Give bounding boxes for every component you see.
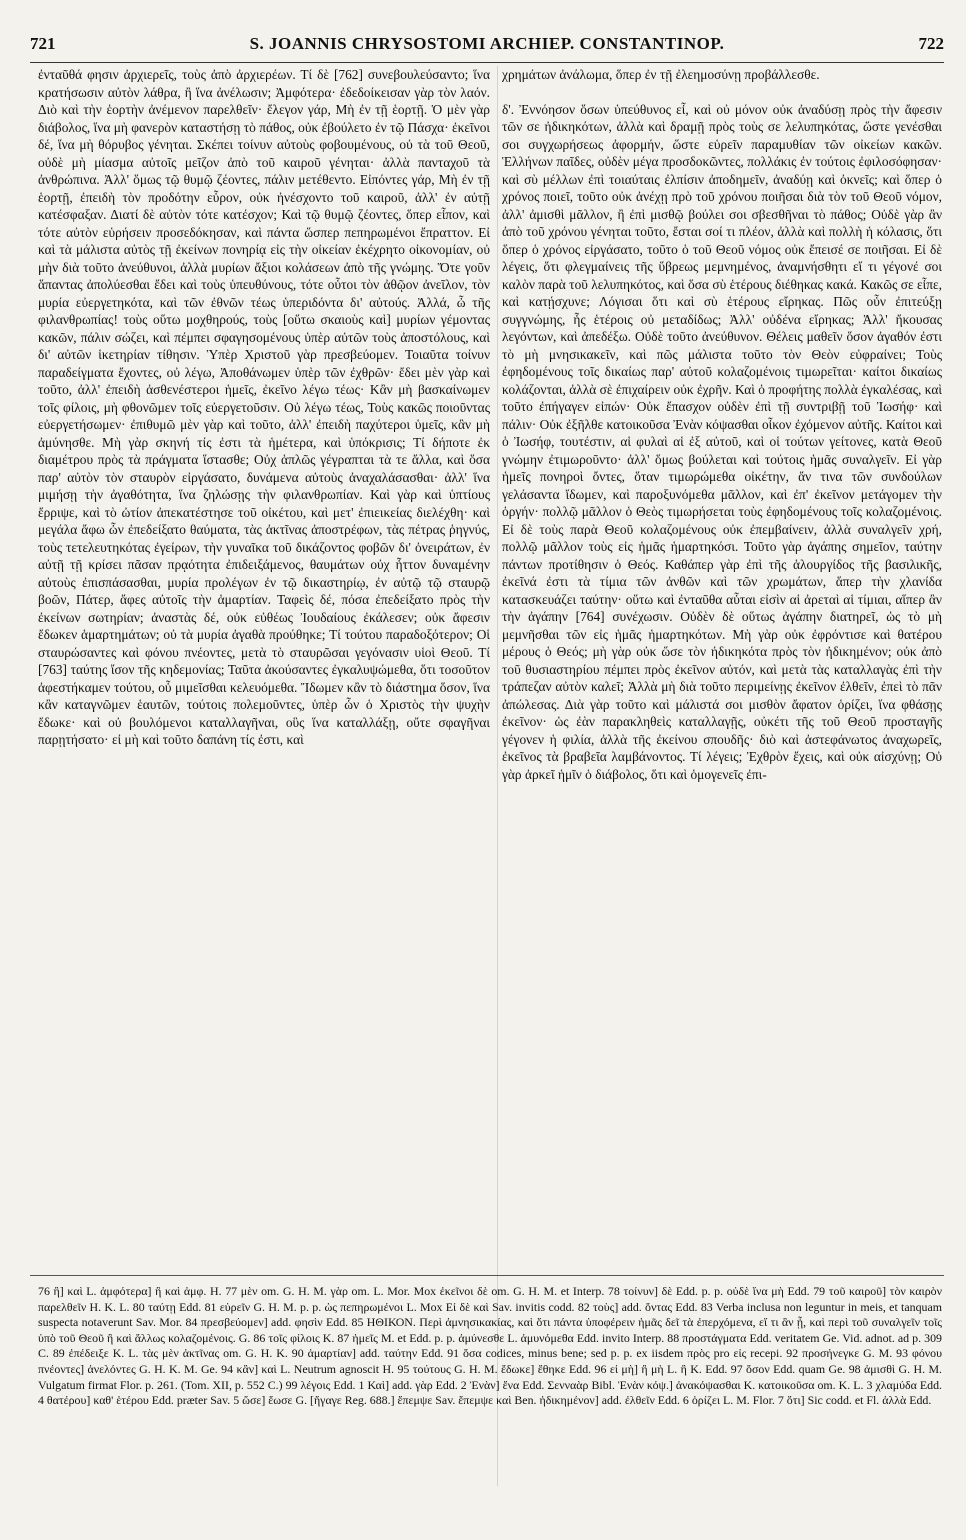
page-number-right: 722 [918, 34, 944, 53]
page-number-left: 721 [30, 34, 56, 53]
right-paragraph-continuation: χρημάτων ἀνάλωμα, ὅπερ ἐν τῇ ἐλεημοσύνῃ προβάλλεσθε. [502, 67, 820, 82]
running-title: S. JOANNIS CHRYSOSTOMI ARCHIEP. CONSTANTINOP. [249, 34, 725, 53]
paragraph-gap [502, 84, 942, 101]
left-paragraph: ἐνταῦθά φησιν ἀρχιερεῖς, τοὺς ἀπὸ ἀρχιερέων. Τί δὲ [762] συνεβουλεύσαντο; ἵνα κρατήσωσιν αὐτὸν λάθρα, ἢ ἵνα ἀνέλωσιν; Ἀμφότερα· ἐδεδοίκεισαν γὰρ τὸν λαόν. Διὸ καὶ τὴν ἑορτὴν ἀνέμενον παρελθεῖν· ἔλεγον γάρ, Μὴ ἐν τῇ ἑορτῇ. Ὁ μὲν γὰρ διάβολος, ἵνα μὴ φανερὸν καταστήσῃ τὸ πάθος, οὐκ ἐβούλετο ἐν τῷ Πάσχα· ἐκεῖνοι δέ, ἵνα μὴ θόρυβος γένηται. Σκέπει τοίνυν αὐτοὺς φοβουμένους, οὐ τὰ τοῦ Θεοῦ, οὐδὲ μὴ μίασμα αὐτοῖς μεῖζον ἀπὸ τοῦ καιροῦ γένηται· ἀλλὰ πανταχοῦ τὰ ἀνθρώπινα. Ἀλλ' ὅμως τῷ θυμῷ ζέοντες, πάλιν μετέθεντο. Εἰπόντες γάρ, Μὴ ἐν τῇ ἑορτῇ, ἐπειδὴ τὸν προδότην εὗρον, οὐκ ἠνέσχοντο τοῦ καιροῦ, ἀλλ' ἐν αὐτῇ κατέσφαξαν. Διατί δὲ αὐτὸν τότε κατέσχον; Καὶ τῷ θυμῷ ζέοντες, ὅπερ εἶπον, καὶ τότε αὐτὸν εὑρήσειν προσεδόκησαν, καὶ πάντα ὥσπερ πεπηρωμένοι ἔπραττον. Εἰ καὶ τὰ μάλιστα αὐτὸς τῇ ἐκείνων πονηρίᾳ εἰς τὴν οἰκείαν ἐκέχρητο οἰκονομίαν, οὐ μὴν διὰ τοῦτο ἀνεύθυνοι, ἀλλὰ μυρίων ἄξιοι κολάσεων ἀπὸ τῆς γνώμης. Ὅτε γοῦν ἅπαντας ἀπολύεσθαι ἔδει καὶ τοὺς ὑπευθύνους, τότε οὗτοι τὸν ἀθῷον ἀνεῖλον, τὸν μυρία εὐεργετηκότα, καὶ τῶν ἐθνῶν τέως ὑπεριδόντα δι' αὐτούς. Ἀλλά, ὦ τῆς φιλανθρωπίας! τοὺς οὕτω μοχθηρούς, τοὺς [οὕτω σκαιοὺς καὶ] μυρίων γέμοντας κακῶν, πάλιν σώζει, καὶ πέμπει σφαγησομένους ὑπὲρ αὐτῶν τοὺς ἀποστόλους, καὶ δι' αὐτῶν ἱκετηρίαν τίθησιν. Ὑπὲρ Χριστοῦ γὰρ πρεσβεύομεν. Τοιαῦτα τοίνυν παραδείγματα ἔχοντες, οὐ λέγω, Ἀποθάνωμεν ὑπὲρ τῶν ἐχθρῶν· ἔδει μὲν γὰρ καὶ τοῦτο, ἀλλ' ἐπειδὴ ἀσθενέστεροι ἡμεῖς, ἐκεῖνο λέγω τέως· Κἂν μὴ βασκαίνωμεν τοῖς φίλοις, μὴ φθονῶμεν τοῖς εὐεργετοῦσιν. Οὐ λέγω τέως, Τοὺς κακῶς ποιοῦντας εὐεργετήσωμεν· ἐπιθυμῶ μὲν γὰρ καὶ τοῦτο, ἀλλ' ἐπειδὴ παχύτεροι ὑμεῖς, κἂν μὴ ἀμύνησθε. Μὴ γὰρ σκηνή τίς ἐστι τὰ ἡμέτερα, καὶ ὑπόκρισις; Τί δήποτε ἐκ διαμέτρου πρὸς τὰ πράγματα ἵστασθε; Οὐχ ἁπλῶς γέγραπται τὰ τε ἄλλα, καὶ ὅσα παρ' αὐτὸν τὸν σταυρὸν εἰργάσατο, δυνάμενα αὐτοὺς ἀναχαλάσασθαι· ἀλλ' ἵνα μιμήσῃ τὴν ἀγαθότητα, ἵνα ζηλώσῃς τὴν φιλανθρωπίαν. Καὶ γὰρ καὶ ὑπτίους ἔρριψε, καὶ τὸ ὠτίον ἀπεκατέστησε τοῦ οἰκέτου, καὶ μετ' ἐπιεικείας διελέχθη· καὶ μεγάλα ἄφω ὧν ἐπεδείξατο θαύματα, τὰς ἀκτῖνας ἀποστρέφων, τὰς πέτρας ῥηγνύς, τοὺς τετελευτηκότας ἐγείρων, τὴν γυναῖκα τοῦ δικάζοντος φοβῶν δι' ὀνειράτων, ἐν αὐτῇ τῇ κρίσει πᾶσαν πρᾳότητα ἐπιδειξάμενος, θαυμάτων οὐχ ἧττον δυναμένην αὐτοὺς ἐπισπάσασθαι, μυρία προλέγων ἐν τῷ δικαστηρίῳ, ἐν αὐτῷ τῷ σταυρῷ βοῶν, Πάτερ, ἄφες αὐτοῖς τὴν ἁμαρτίαν. Ταφεὶς δέ, πόσα ἐπεδείξατο πρὸς τὴν ἐκείνων σωτηρίαν; ἀναστὰς δέ, οὐκ εὐθέως Ἰουδαίους ἐκάλεσεν; οὐκ ἄφεσιν ἔδωκεν ἁμαρτημάτων; οὐ τὰ μυρία ἀγαθὰ προύθηκε; Τί τούτου παραδοξότερον; Οἱ σταυρώσαντες καὶ φόνου πνέοντες, μετὰ τὸ σταυρῶσαι γεγόνασιν υἱοὶ Θεοῦ. Τί [763] ταύτης ἴσον τῆς κηδεμονίας; Ταῦτα ἀκούσαντες ἐγκαλυψώμεθα, ὅτι τοσοῦτον ἀφεστήκαμεν τούτου, οὗ μιμεῖσθαι κελευόμεθα. Ἴδωμεν κἂν τὸ διάστημα ὅσον, ἵνα κἂν καταγνῶμεν ἑαυτῶν, τούτοις πολεμοῦντες, ὑπὲρ ὧν ὁ Χριστὸς τὴν ψυχὴν ἔδωκε· καὶ οὐ βουλόμενοι καταλλαγῆναι, οὓς ἵνα καταλλάξῃ, οὔτε σφαγῆναι παρῃτήσατο· εἰ μὴ καὶ τοῦτο δαπάνη τίς ἐστι, καὶ [38, 67, 490, 747]
column-divider [497, 66, 498, 1486]
footnote-text: 76 ἢ] καὶ L. ἀμφότερα] ἢ καὶ ἀμφ. H. 77 μὲν om. G. H. M. γὰρ om. L. Mor. Mox ἐκεῖνοι δὲ om. G. H. M. et Interp. 78 τοίνυν] δὲ Edd. p. p. οὐδὲ ἵνα μὴ Edd. 79 τοῦ καιροῦ] τὸν καιρὸν παρελθεῖν H. K. L. 80 ταύτῃ Edd. 81 εὑρεῖν G. H. M. p. p. ὡς πεπηρωμένοι L. Mox Εἰ δὲ καὶ Sav. invitis codd. 82 τοὺς] add. ὄντας Edd. 83 Verba inclusa non leguntur in meis, et tanquam suspecta notaverunt Sav. Mor. 84 πρεσβεύομεν] add. φησὶν Edd. 85 ΗΘΙΚΟΝ. Περὶ ἀμνησικακίας, καὶ ὅτι πάντα ὑποφέρειν ἡμᾶς δεῖ τὰ ἐπερχόμενα, εἴ τι ἂν ᾖ, καὶ περὶ τοῦ συναλγεῖν τοῖς ὑπὸ τοῦ Θεοῦ ἢ καὶ ἄλλως κολαζομένοις. G. 86 τοῖς φίλοις K. 87 ἡμεῖς M. et Edd. p. p. ἀμύνεσθε L. ἀμυνόμεθα Edd. invito Interp. 88 προστάγματα Edd. veritatem Ge. Vid. adnot. ad p. 309 C. 89 ἐπέδειξε K. L. τὰς μὲν ἀκτῖνας om. G. H. K. 90 ἁμαρτίαν] add. ταύτην Edd. 91 ὅσα codices, minus bene; sed p. p. ex iisdem πρὸς pro εἰς recepi. 92 προσήνεγκε G. M. 93 φόνου πνέοντες] ἀνελόντες G. H. K. M. Ge. 94 κἂν] καὶ L. Neutrum agnoscit H. 95 τούτους G. H. M. ἔδωκε] ἔθηκε Edd. 96 εἰ μὴ] ἢ μὴ L. ἢ K. Edd. 97 ὅσον Edd. quam Ge. 98 ἀμισθὶ G. H. M. Vulgatum firmat Flor. p. 261. (Tom. XII, p. 552 C.) 99 λέγοις Edd. 1 Καὶ] add. γὰρ Edd. 2 Ἐνὰν] ἕνα Edd. Σενναὰρ Bibl. Ἐνὰν κόψ.] ἀνακόψασθαι K. κατοικοῦσα om. K. L. 3 χλαμύδα Edd. 4 θατέρου] καθ' ἑτέρου Edd. præter Sav. 5 ὥσε] ἔωσε G. [ἤγαγε Reg. 688.] ἔπεμψε Sav. ἔπεμψε καὶ Ben. ἠδικημένον] add. ἐλθεῖν Edd. 6 ὁρίζει L. M. Flor. 7 ὅτι] Sic codd. et Fl. ἀλλὰ Edd. [38, 1284, 942, 1408]
right-column [502, 66, 942, 783]
footnote-rule [30, 1275, 944, 1276]
header-rule [30, 62, 944, 63]
left-column [38, 66, 490, 749]
right-paragraph-section-4: δ'. Ἐννόησον ὅσων ὑπεύθυνος εἶ, καὶ οὐ μόνον οὐκ ἀναδύσῃ πρὸς τὴν ἄφεσιν τῶν σε ἠδικηκότων, ἀλλὰ καὶ δραμῇ πρὸς τοὺς σε λελυπηκότας, ὥστε γενέσθαι σοι συγχωρήσεως ἀφορμήν, ὥστε εὑρεῖν παραμυθίαν τῶν οἰκείων κακῶν. Ἑλλήνων παῖδες, οὐδὲν μέγα προσδοκῶντες, πολλάκις ἐν τούτοις ἐφιλοσόφησαν· καὶ σὺ μέλλων ἐπὶ τοιαύταις ἐλπίσιν ἀποδημεῖν, ἀναδύῃ καὶ ὀκνεῖς; καὶ ὅπερ ὁ χρόνος ποιεῖ, τοῦτο οὐκ ἀνέχῃ πρὸ τοῦ χρόνου ποιῆσαι διὰ τὸν τοῦ Θεοῦ νόμον, ἀλλ' ἀμισθὶ μᾶλλον, ἢ ἐπὶ μισθῷ βούλει σοι σβεσθῆναι τὸ πάθος; Οὐδὲ γὰρ ἂν ἀπὸ τοῦ χρόνου γένηται τοῦτο, ἔσται σοί τι πλέον, ἀλλὰ καὶ πολλὴ ἡ κόλασις, ὅτι ὅπερ ὁ χρόνος εἰργάσατο, τοῦτο ὁ τοῦ Θεοῦ νόμος οὐκ ἔπεισέ σε ποιῆσαι. Εἰ δὲ λέγεις, ὅτι φλεγμαίνεις τῆς ὕβρεως μεμνημένος, ἀναμνήσθητι εἴ τι γέγονέ σοι καλὸν παρὰ τοῦ λελυπηκότος, καὶ ὅσα σὺ ἑτέρους διέθηκας κακά. Κακῶς σε εἶπε, καὶ κατῄσχυνε; Λόγισαι ὅτι καὶ σὺ ἑτέρους εἴρηκας. Πῶς οὖν ἐπιτεύξῃ συγγνώμης, ἧς ἑτέροις οὐ μεταδίδως; Ἀλλ' οὐδένα εἴρηκας; Ἀλλ' ἤκουσας λεγόντων, καὶ ἀπεδέξω. Οὐδὲ τοῦτο ἀνεύθυνον. Θέλεις μαθεῖν ὅσον ἀγαθόν ἐστι τὸ μὴ μνησικακεῖν, καὶ πῶς μάλιστα τοῦτο τὸν Θεὸν εὐφραίνει; Τοὺς ἐφηδομένους τοῖς δικαίως παρ' αὐτοῦ κολαζομένοις τιμωρεῖται· καίτοι δικαίως κολάζονται, ἀλλὰ σὲ ἐπιχαίρειν οὐκ ἐχρῆν. Καὶ ὁ προφήτης πολλὰ ἐγκαλέσας, καὶ τοῦτο ἐπήγαγεν εἰπών· Οὐκ ἔπασχον οὐδὲν ἐπὶ τῇ συντριβῇ τοῦ Ἰωσήφ· καὶ πάλιν· Οὐκ ἐξῆλθε κατοικοῦσα Ἐνὰν κόψασθαι οἶκον ἐχόμενον αὐτῆς. Καίτοι καὶ ὁ Ἰωσήφ, τουτέστιν, αἱ φυλαὶ αἱ ἐξ αὐτοῦ, καὶ οἱ τούτων γείτονες, κατὰ Θεοῦ γνώμην ἐτιμωροῦντο· ἀλλ' ὅμως βούλεται καὶ τούτοις ἡμᾶς συναλγεῖν. Εἰ γὰρ ἡμεῖς πονηροὶ ὄντες, ὅταν τιμωρώμεθα οἰκέτην, ἄν τινα τῶν συνδούλων γελάσαντα ἴδωμεν, καὶ παροξυνόμεθα μᾶλλον, καὶ ἐπ' ἐκεῖνον μετάγομεν τὴν ὀργήν· πολλῷ μᾶλλον ὁ Θεὸς τιμωρήσεται τοὺς ἐφηδομένους τοῖς κολαζομένοις. Εἰ δὲ τοὺς παρὰ Θεοῦ κολαζομένους οὐκ ἐπεμβαίνειν, ἀλλὰ συναλγεῖν χρή, πολλῷ μᾶλλον τοὺς εἰς ἡμᾶς ἡμαρτηκόσι. Τοῦτο γὰρ ἀγάπης σημεῖον, ταύτην πάντων προτίθησιν ὁ Θεός. Καθάπερ γὰρ ἐπὶ τῆς ἁλουργίδος τῆς βασιλικῆς, ἐκεῖνά ἐστι τὰ τίμια τῶν ἀνθῶν καὶ τῶν χρωμάτων, ἅπερ τὴν χλανίδα κατασκευάζει ταύτην· οὕτω καὶ ἐνταῦθα αὗται εἰσὶν αἱ ἀρεταὶ αἱ τίμιαι, αἵπερ ἂν τὴν ἀγάπην [764] συνέχωσιν. Οὐδὲν δὲ οὕτως ἀγάπην διατηρεῖ, ὡς τὸ μὴ μεμνῆσθαι τῶν εἰς ἡμᾶς ἡμαρτηκότων. Μὴ γὰρ οὐκ ἐφρόντισε καὶ θατέρου μέρους ὁ Θεός; μὴ γὰρ οὐκ ὥσε τὸν ἠδικηκότα πρὸς τὸν ἠδικημένον; οὐκ ἀπὸ τοῦ θυσιαστηρίου πέμπει πρὸς ἐκεῖνον αὐτόν, καὶ μετὰ τὰς καταλλαγὰς ἐπὶ τὴν τράπεζαν αὐτὸν καλεῖ; Ἀλλὰ μὴ διὰ τοῦτο περιμείνῃς ἐκεῖνον ἐλθεῖν, ἐπεὶ τὸ πᾶν ἀπώλεσας. Διὰ γὰρ τοῦτο καὶ μάλιστά σοι μισθὸν ἄφατον ὁρίζει, ἵνα φθάσῃς ἐκεῖνον· ὡς ἐὰν παρακληθεὶς καταλλαγῇς, οὐκέτι τῆς τοῦ Θεοῦ προσταγῆς γέγονεν ἡ φιλία, ἀλλὰ τῆς ἐκείνου σπουδῆς· διὸ καὶ ἀστεφάνωτος ἀναχωρεῖς, ἐκεῖνος τὰ βραβεῖα λαμβάνοντος. Τί λέγεις; Ἐχθρὸν ἔχεις, καὶ οὐκ αἰσχύνῃ; Οὐ γὰρ ἀρκεῖ ἡμῖν ὁ διάβολος, ὅτι καὶ ὁμογενεῖς ἐπι- [502, 101, 942, 782]
footnotes [38, 1284, 942, 1409]
running-header [30, 34, 944, 56]
